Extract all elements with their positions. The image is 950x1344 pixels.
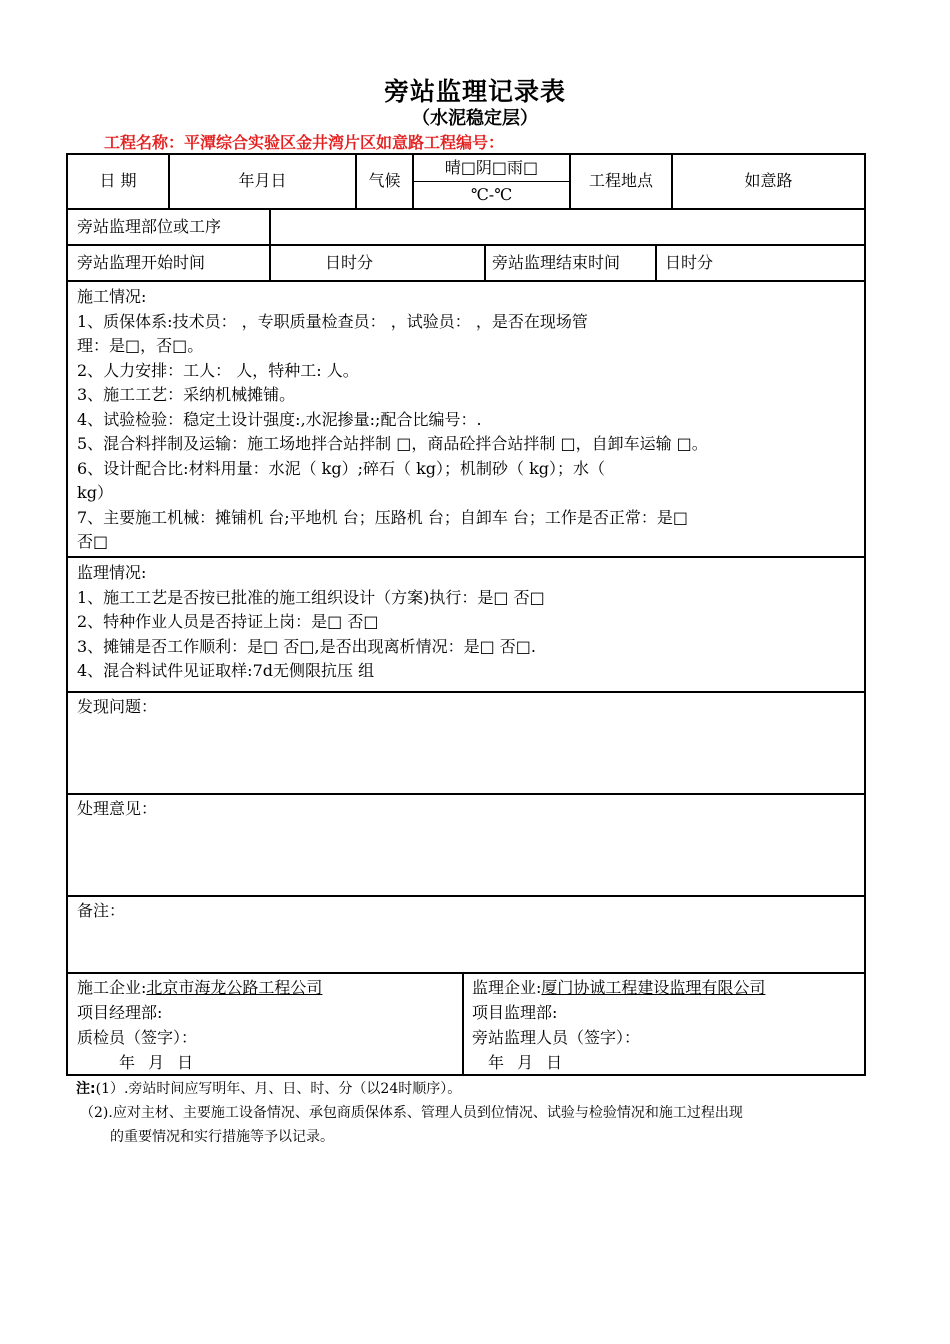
supervision-line: 2、特种作业人员是否持证上岗：是□ 否□ xyxy=(77,612,379,631)
date-left: 年 月 日 xyxy=(119,1053,194,1072)
weather-options: 晴□阴□雨□ xyxy=(444,158,539,177)
construction-line: 4、试验检验：稳定土设计强度:,水泥掺量:;配合比编号：. xyxy=(77,409,482,429)
temperature-range: ℃-℃ xyxy=(470,185,513,204)
note-line-1 xyxy=(76,1078,461,1100)
col-divider xyxy=(269,208,271,244)
col-divider xyxy=(462,972,464,1076)
climate-divider xyxy=(412,181,569,182)
col-divider xyxy=(655,244,657,280)
note-line-3: 的重要情况和实行措施等予以记录。 xyxy=(110,1129,334,1145)
climate-label: 气候 xyxy=(368,171,401,190)
row-divider xyxy=(68,972,864,974)
construction-line: 理：是□，否□。 xyxy=(77,336,204,355)
supervision-line: 1、施工工艺是否按已批准的施工组织设计（方案)执行：是□ 否□ xyxy=(77,587,545,607)
start-time-value: 日时分 xyxy=(325,253,374,272)
form-title: 旁站监理记录表 xyxy=(383,77,566,106)
row-divider xyxy=(68,208,864,210)
supervision-title: 监理情况: xyxy=(77,563,147,582)
row-divider xyxy=(68,895,864,897)
inspector-signature: 质检员（签字）： xyxy=(77,1028,198,1047)
construction-line: kg） xyxy=(77,483,113,502)
supervised-part-label: 旁站监理部位或工序 xyxy=(77,217,222,236)
construction-line: 3、施工工艺：采纳机械摊铺。 xyxy=(77,385,296,404)
record-form xyxy=(66,153,866,1076)
construction-title: 施工情况: xyxy=(77,287,147,306)
col-divider xyxy=(269,244,271,280)
construction-line: 7、主要施工机械：摊铺机 台;平地机 台；压路机 台；自卸车 台；工作是否正常：是□ xyxy=(77,507,689,527)
row-divider xyxy=(68,244,864,246)
project-name-line: 工程名称：平潭综合实验区金井湾片区如意路工程编号： xyxy=(104,133,505,152)
construction-line: 5、混合料拌制及运输：施工场地拌合站拌制 □，商品砼拌合站拌制 □，自卸车运输 □。 xyxy=(77,434,708,453)
supervisor-line xyxy=(472,975,765,1000)
end-time-label: 旁站监理结束时间 xyxy=(492,253,621,272)
end-time-value: 日时分 xyxy=(665,253,714,272)
date-label: 日 期 xyxy=(99,171,137,190)
supervisor-signature: 旁站监理人员（签字）： xyxy=(472,1028,641,1047)
note-text-1: (1）.旁站时间应写明年、月、日、时、分（以24时顺序）。 xyxy=(95,1081,462,1097)
opinions-label: 处理意见： xyxy=(77,799,158,818)
construction-line: 2、人力安排：工人： 人，特种工: 人。 xyxy=(77,360,359,380)
construction-line: 1、质保体系:技术员： ，专职质量检查员： ，试验员： ，是否在现场管 xyxy=(77,311,588,331)
note-line-2: （2).应对主材、主要施工设备情况、承包商质保体系、管理人员到位情况、试验与检验情况和施工过程出现 xyxy=(80,1105,743,1121)
date-value: 年月日 xyxy=(238,171,287,190)
supervision-line: 4、混合料试件见证取样:7d无侧限抗压 组 xyxy=(77,661,375,680)
note-prefix: 注: xyxy=(76,1081,96,1097)
problems-label: 发现问题： xyxy=(77,697,158,716)
row-divider xyxy=(68,691,864,693)
row-divider xyxy=(68,793,864,795)
supervision-line: 3、摊铺是否工作顺利：是□ 否□,是否出现离析情况：是□ 否□. xyxy=(77,636,536,656)
row-divider xyxy=(68,280,864,282)
construction-line: 否□ xyxy=(77,532,109,551)
date-right: 年 月 日 xyxy=(488,1053,563,1072)
pm-dept: 项目经理部: xyxy=(77,1003,163,1022)
row-divider xyxy=(68,556,864,558)
supervisor-name: 厦门协诚工程建设监理有限公司 xyxy=(541,978,766,997)
contractor-line xyxy=(77,975,322,1000)
form-subtitle: （水泥稳定层） xyxy=(412,108,538,129)
construction-line: 6、设计配合比:材料用量：水泥（ kg）;碎石（ kg）；机制砂（ kg）；水（ xyxy=(77,458,606,478)
supervisor-label: 监理企业: xyxy=(472,978,542,997)
start-time-label: 旁站监理开始时间 xyxy=(77,253,206,272)
contractor-label: 施工企业: xyxy=(77,978,147,997)
construction-section xyxy=(77,285,708,555)
col-divider xyxy=(484,244,486,280)
contractor-name: 北京市海龙公路工程公司 xyxy=(146,978,323,997)
remarks-label: 备注： xyxy=(77,901,126,920)
location-value: 如意路 xyxy=(744,171,793,190)
location-label: 工程地点 xyxy=(588,171,653,190)
supervision-section xyxy=(77,561,545,684)
supervision-dept: 项目监理部: xyxy=(472,1003,558,1022)
